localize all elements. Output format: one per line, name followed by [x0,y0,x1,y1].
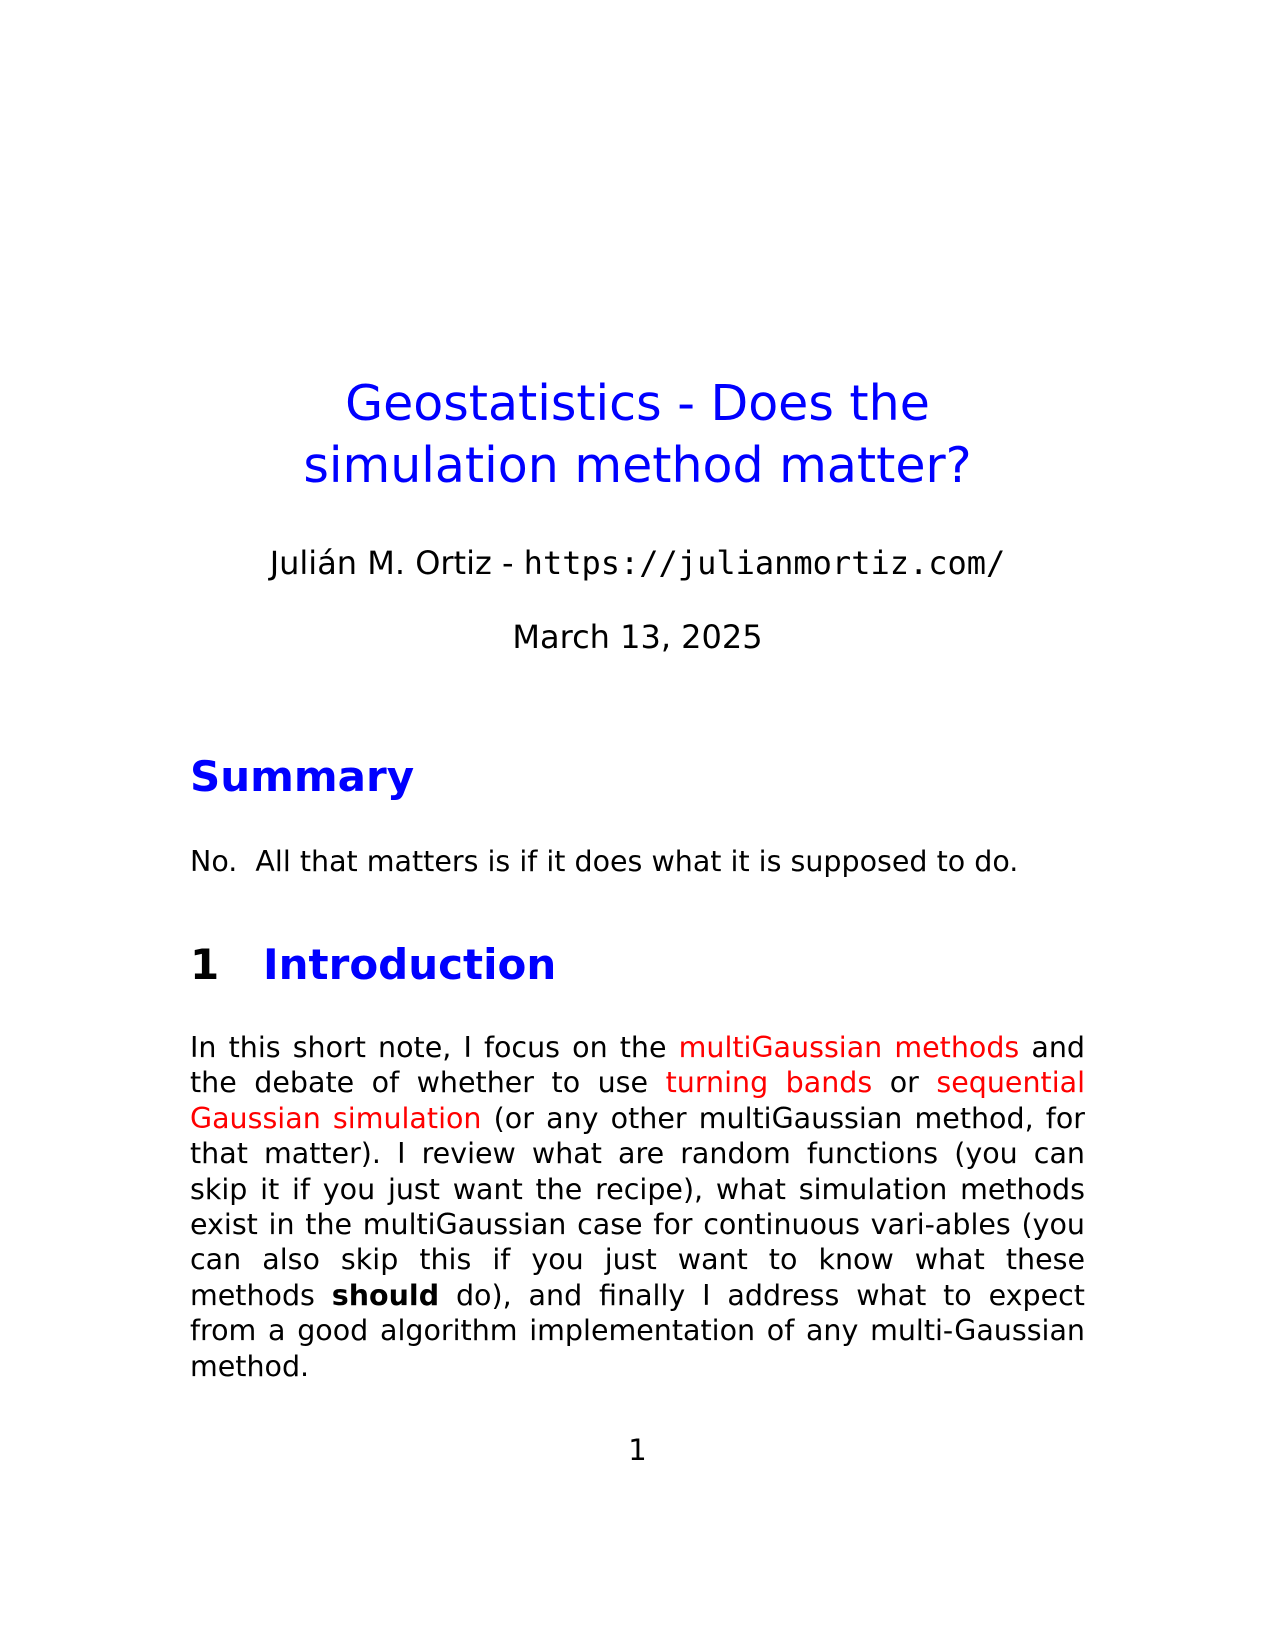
paragraph-text: and the debate of whether to use [190,1031,1085,1100]
author-url[interactable]: https://julianmortiz.com/ [523,544,1006,582]
page-number: 1 [628,1433,647,1467]
bold-emphasis: should [331,1278,440,1312]
paragraph-text: In this short note, I focus on the [190,1031,679,1064]
section-title: Introduction [263,940,557,989]
paragraph-text: (or any other multiGaussian method, for that matter). I review what are random functions (you can skip it if you just want the recipe), what simulation methods exist in the multiGaussian case for continuous vari-ables (you can also skip this if you just want to know what these methods [190,1101,1085,1312]
link-turning-bands[interactable]: turning bands [665,1066,873,1100]
section-heading-introduction [190,939,556,991]
summary-heading: Summary [190,752,415,801]
paragraph-text: do), and finally I address what to expect from a good algorithm implementation of any multi-Gaussian method. [190,1278,1085,1383]
link-multigaussian-methods[interactable]: multiGaussian methods [678,1031,1020,1064]
link-sequential-gaussian-simulation[interactable]: sequential Gaussian simulation [190,1066,1085,1135]
title-line-2: simulation method matter? [303,437,972,494]
paragraph-text: or [872,1066,937,1100]
document-date: March 13, 2025 [512,618,763,656]
introduction-paragraph [190,1030,1085,1384]
title-line-1: Geostatistics - Does the [345,375,930,432]
summary-text: No. All that matters is if it does what it is supposed to do. [190,845,1019,878]
page-title [0,373,1275,497]
section-number: 1 [190,940,220,989]
author-name: Julián M. Ortiz - [269,544,524,582]
author-line [0,543,1275,583]
